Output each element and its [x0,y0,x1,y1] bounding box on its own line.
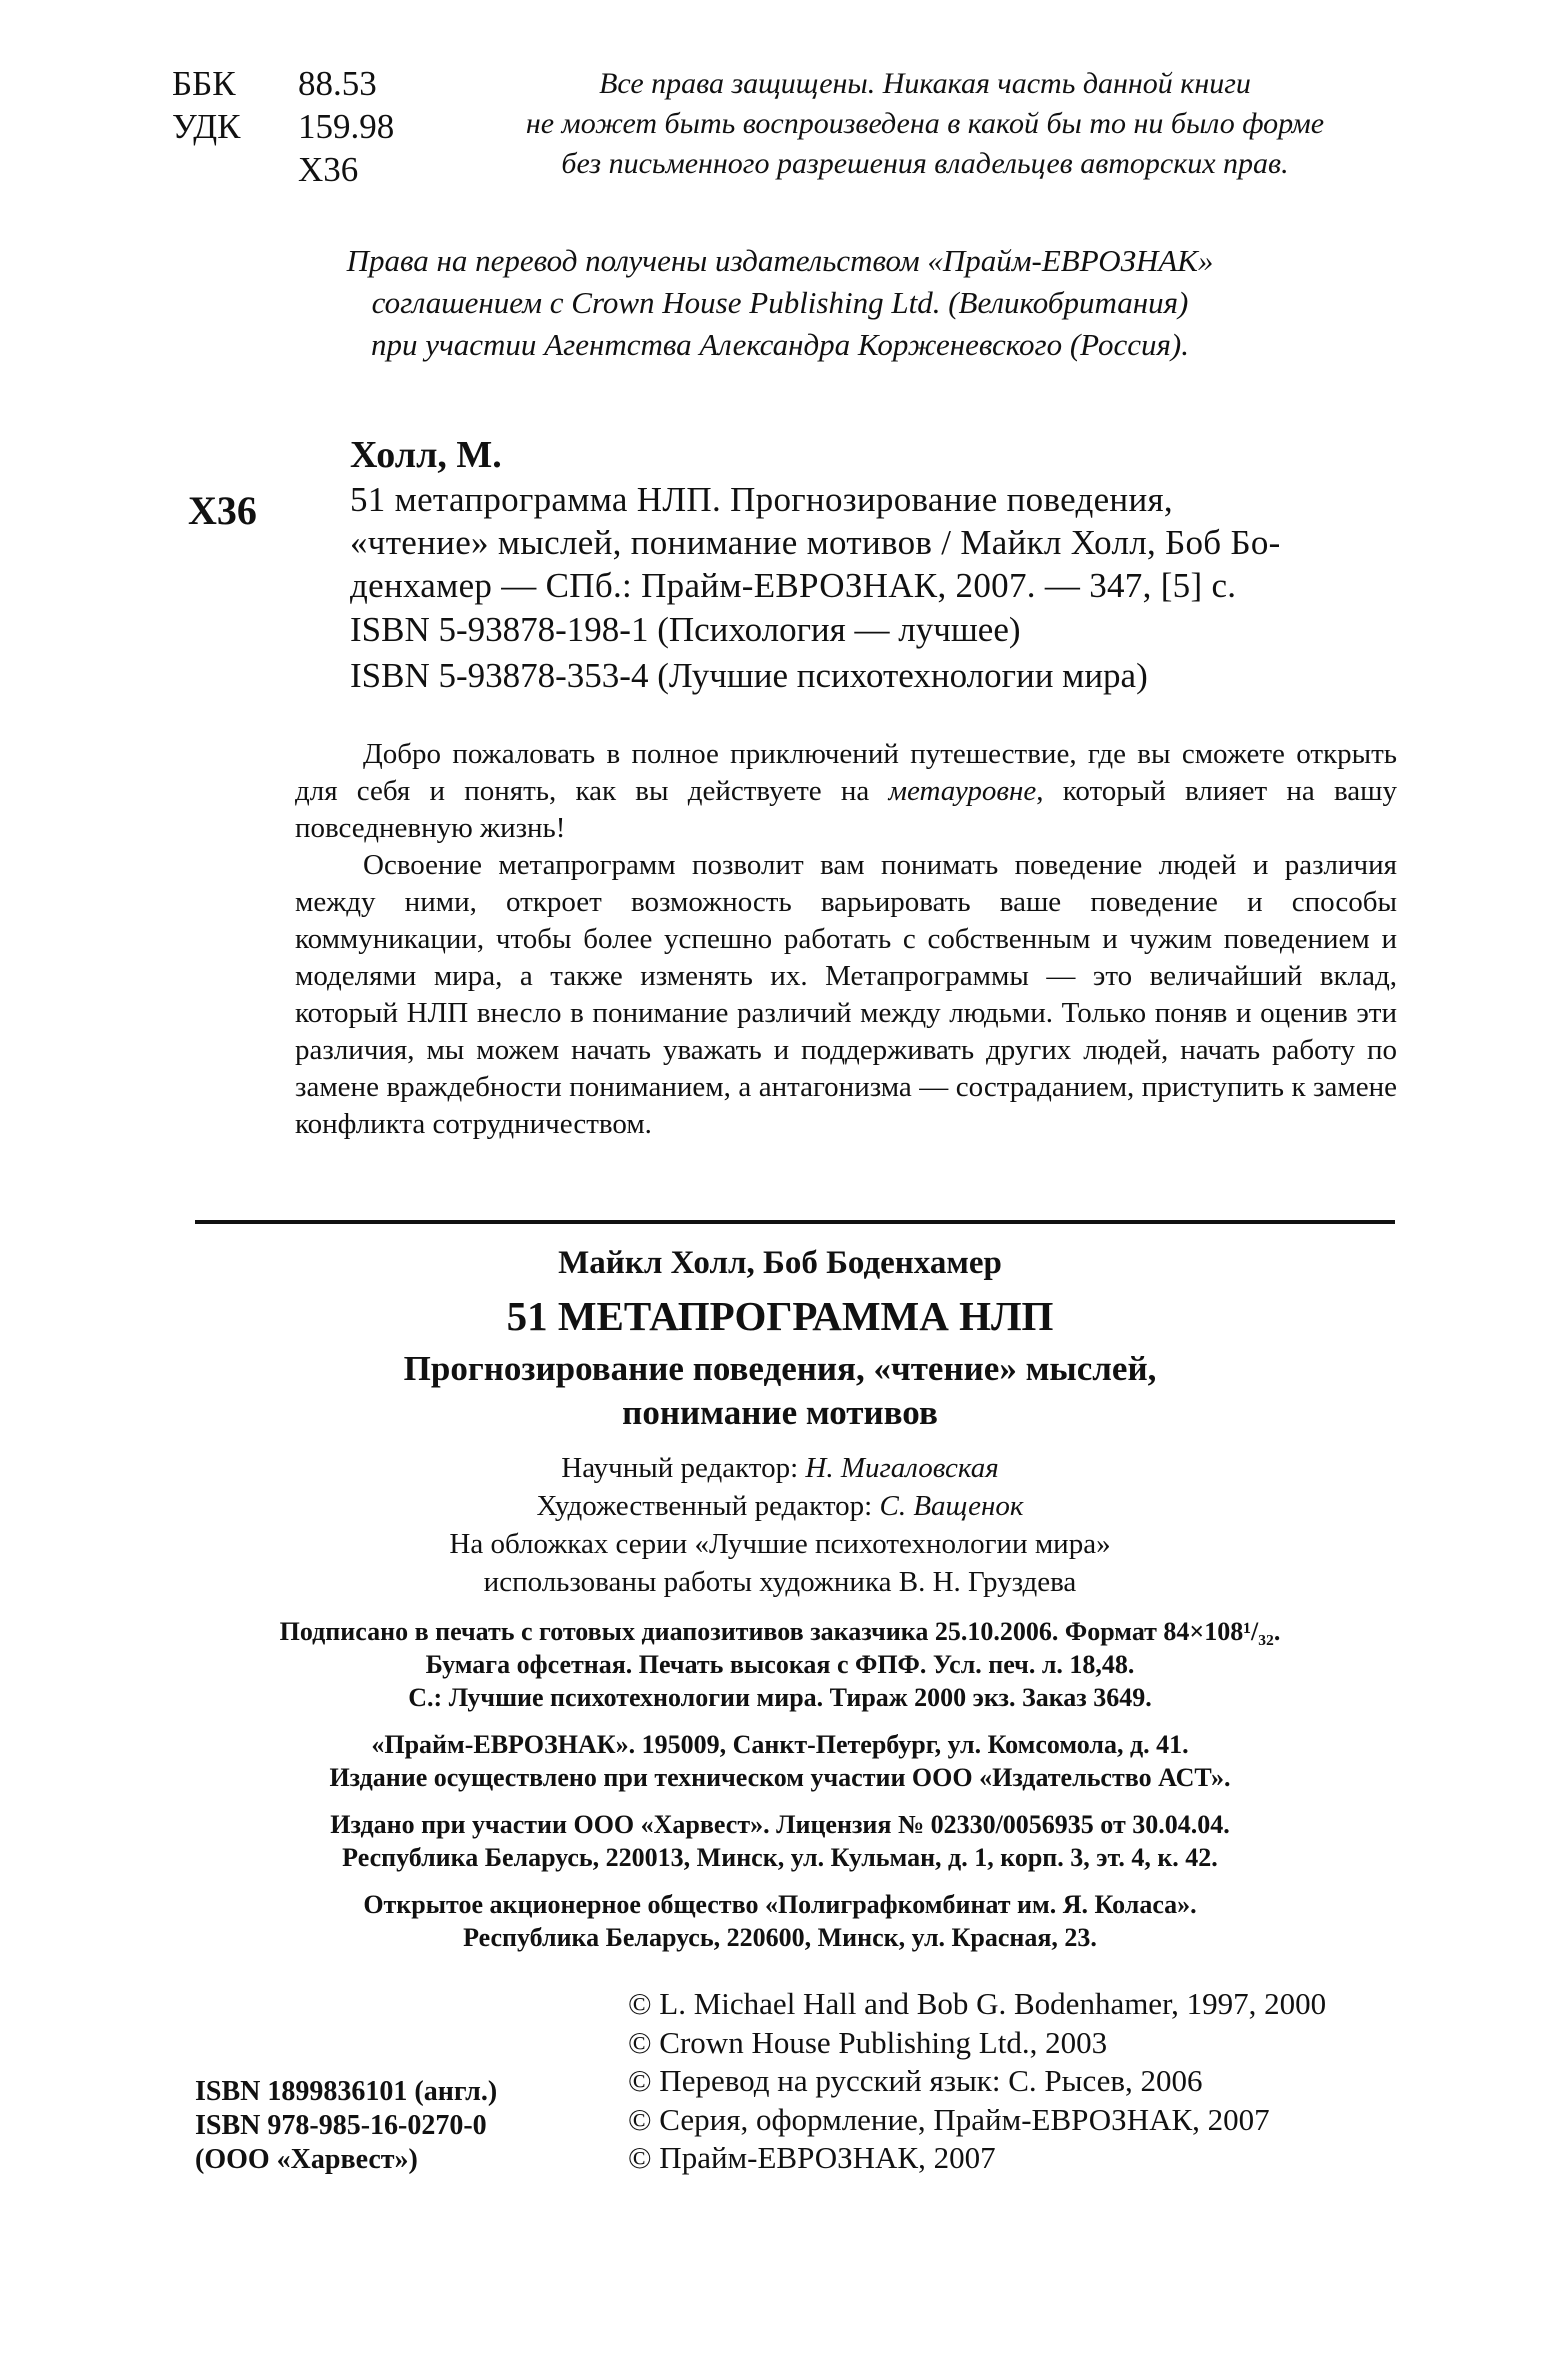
udk-label: УДК [172,107,241,146]
copyright-line: © Прайм-ЕВРОЗНАК, 2007 [628,2140,996,2175]
isbn-series-1: ISBN 5-93878-198-1 (Психология — лучшее) [350,610,1021,649]
catalog-line: денхамер — СПб.: Прайм-ЕВРОЗНАК, 2007. — 347, [5] с. [350,566,1237,605]
divider [195,1220,1395,1224]
art-editor: Художественный редактор: С. Ващенок [536,1490,1024,1522]
imprint-line: Издано при участии ООО «Харвест». Лицензия № 02330/0056935 от 30.04.04. [330,1810,1230,1839]
imprint-line: «Прайм-ЕВРОЗНАК». 195009, Санкт-Петербург, ул. Комсомола, д. 41. [371,1730,1189,1759]
covers-note: использованы работы художника В. Н. Груздева [483,1566,1077,1598]
isbn-original: ISBN 1899836101 (англ.) ISBN 978-985-16-0270-0 (ООО «Харвест») [195,2076,498,2175]
catalog-line: 51 метапрограмма НЛП. Прогнозирование поведения, [350,480,1173,519]
covers-note: На обложках серии «Лучшие психотехнологии мира» [449,1528,1111,1560]
translation-line: соглашением с Crown House Publishing Ltd. (Великобритания) [371,285,1189,320]
colophon-credits [160,1449,1400,1601]
imprint-line: Подписано в печать с готовых диапозитивов заказчика 25.10.2006. Формат 84×108¹/₃₂. [279,1617,1281,1646]
imprint-line: Республика Беларусь, 220013, Минск, ул. Кульман, д. 1, корп. 3, эт. 4, к. 42. [342,1843,1218,1872]
imprint-line: Бумага офсетная. Печать высокая с ФПФ. Усл. печ. л. 18,48. [425,1650,1135,1679]
imprint-line: Издание осуществлено при техническом участии ООО «Издательство АСТ». [329,1763,1231,1792]
bbk-value: 88.53 [298,64,377,103]
colophon-title: 51 МЕТАПРОГРАММА НЛП [506,1293,1054,1339]
annotation-paragraph-2: Освоение метапрограмм позволит вам понимать поведение людей и различия между ними, откроет возможность варьировать ваше поведение и способы коммуникации, чтобы более успешно работать с собственным и чужим поведением и моделями мира, а также изменять их. Метапрограммы — это величайший вклад, который НЛП внесло в понимание различий между людьми. Только поняв и оценив эти различия, мы можем начать уважать и поддерживать других людей, начать работу по замене враждебности пониманием, а антагонизма — состраданием, приступить к замене конфликта сотрудничеством. [295,849,1397,1140]
catalog-description [350,478,1390,607]
author-mark-row [172,148,394,191]
translation-rights [230,240,1330,366]
emphasis-term: метауровне [888,775,1037,807]
rights-line: не может быть воспроизведена в какой бы то ни было форме [525,107,1325,140]
classification-codes [172,62,394,191]
bbk-label: ББК [172,64,236,103]
udk-value: 159.98 [298,107,395,146]
isbn-series-2: ISBN 5-93878-353-4 (Лучшие психотехнологии мира) [350,656,1148,695]
catalog-line: «чтение» мыслей, понимание мотивов / Майкл Холл, Боб Бо- [350,523,1281,562]
scientific-editor: Научный редактор: Н. Мигаловская [561,1452,999,1484]
colophon-subtitle: Прогнозирование поведения, «чтение» мыслей, понимание мотивов [403,1349,1157,1432]
rights-line: Все права защищены. Никакая часть данной книги [599,67,1251,100]
copyright-line: © Crown House Publishing Ltd., 2003 [628,2024,1108,2060]
rights-notice [430,64,1420,184]
imprint-block [160,1615,1400,1954]
rights-line: без письменного разрешения владельцев авторских прав. [561,147,1289,180]
annotation [295,736,1397,1143]
translation-line: Права на перевод получены издательством «Прайм-ЕВРОЗНАК» [346,243,1214,278]
imprint-line: Республика Беларусь, 220600, Минск, ул. Красная, 23. [463,1923,1097,1952]
imprint-line: С.: Лучшие психотехнологии мира. Тираж 2000 экз. Заказ 3649. [408,1683,1152,1712]
bbk-row [172,62,394,105]
udk-row [172,105,394,148]
translation-line: при участии Агентства Александра Корженевского (Россия). [370,327,1190,362]
copyright-block [628,1985,1326,2178]
copyright-line: © Серия, оформление, Прайм-ЕВРОЗНАК, 2007 [628,2101,1270,2137]
annotation-paragraph-1: Добро пожаловать в полное приключений путешествие, где вы сможете открыть для себя и понять, как вы действуете на метауровне, который влияет на вашу повседневную жизнь! [295,738,1397,844]
catalog-author: Холл, М. [350,434,502,476]
copyright-line: © L. Michael Hall and Bob G. Bodenhamer, 1997, 2000 [628,1986,1327,2021]
catalog-code: Х36 [188,488,257,533]
colophon-authors: Майкл Холл, Боб Боденхамер [558,1245,1002,1281]
imprint-line: Открытое акционерное общество «Полиграфкомбинат им. Я. Коласа». [363,1890,1197,1919]
copyright-line: © Перевод на русский язык: С. Рысев, 2006 [628,2063,1203,2098]
author-mark: Х36 [298,150,359,189]
